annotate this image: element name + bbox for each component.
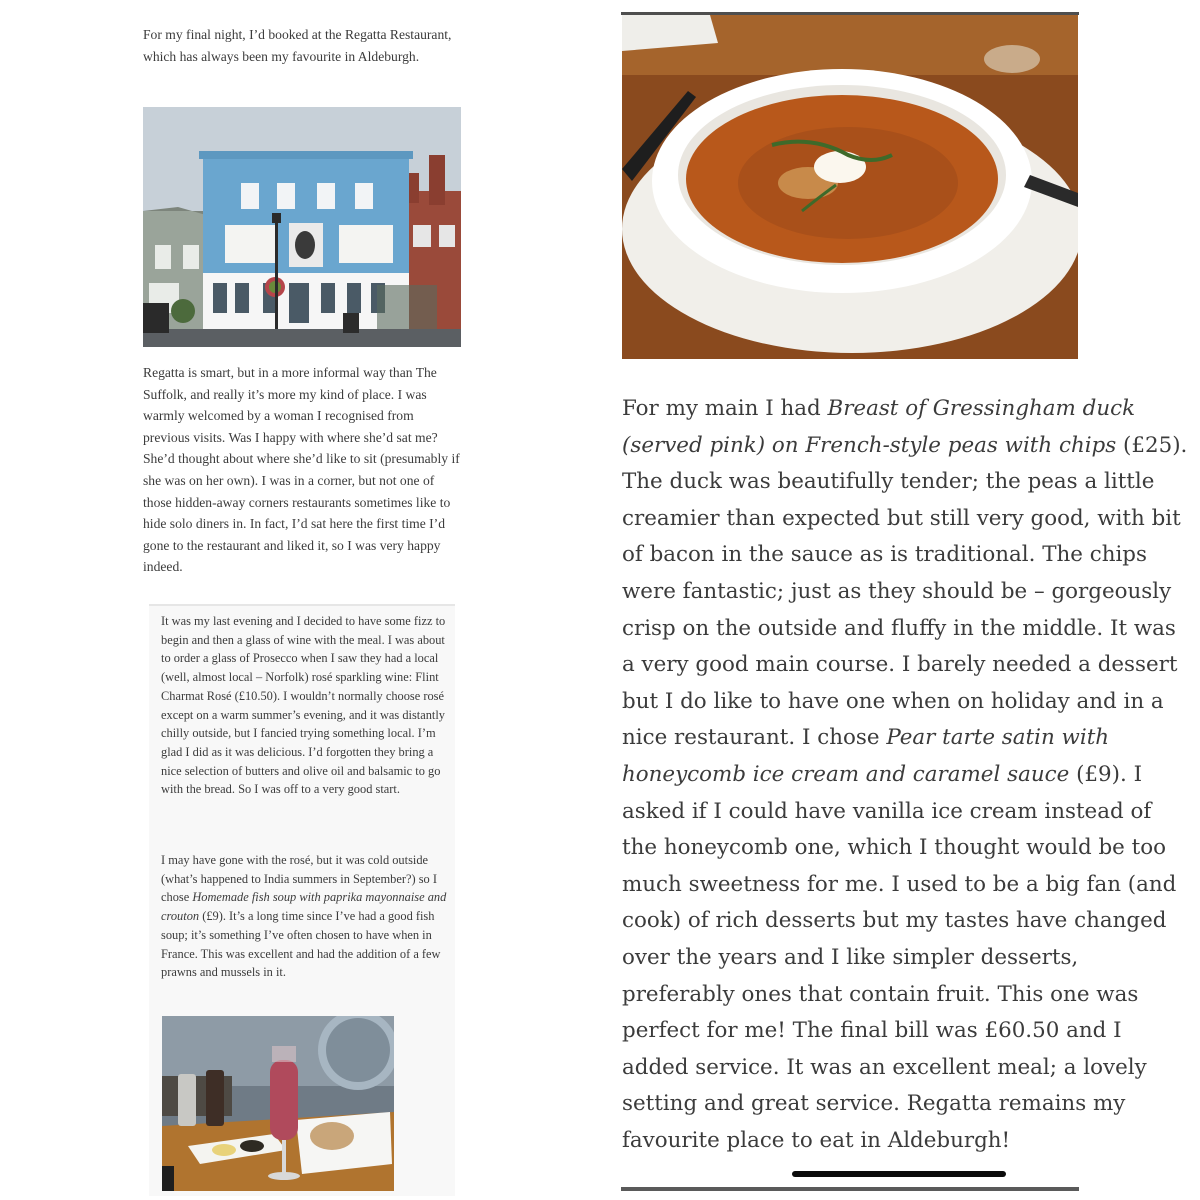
main-dish-name: Breast of Gressingham duck (served pink) on French-style peas with chips [622, 396, 1136, 458]
fish-soup-text-before: I may have gone with the rosé, but it was cold outside (what’s happened to India summers in September?) so I chose [161, 853, 437, 905]
regatta-paragraph: Regatta is smart, but in a more informal way than The Suffolk, and really it’s more my kind of place. I was warmly welcomed by a woman I recognised from previous visits. Was I happy with where she’d sat me? She’d thought about where she’d like to sit (presumably if she was on her own). I was in a corner, but not one of those hidden-away corners restaurants sometimes like to hide solo diners in. In fact, I’d sat here the first time I’d gone to the restaurant and liked it, so I was very happy indeed. [143, 365, 460, 575]
wine-and-bread-illustration [162, 1016, 394, 1191]
main-text-intro: For my main I had [622, 396, 828, 421]
fish-soup-text-after: (£9). It’s a long time since I’ve had a good fish soup; it’s something I’ve often chosen to have when in France. This was excellent and had the addition of a few prawns and mussels in it. [161, 909, 441, 980]
main-course-paragraph [622, 391, 1188, 1159]
right-article-screenshot [604, 0, 1200, 1200]
main-text-ending: (£9). I asked if I could have vanilla ice cream instead of the honeycomb one, which I thought would be too much sweetness for me. I used to be a big fan (and cook) of rich desserts but my tastes have changed over the years and I like simpler desserts, preferably ones that contain fruit. This one was perfect for me! The final bill was £60.50 and I added service. It was an excellent meal; a lovely setting and great service. Regatta remains my favourite place to eat in Aldeburgh! [622, 761, 1177, 1153]
main-text-body: (£25). The duck was beautifully tender; the peas a little creamier than expected but still very good, with bit of bacon in the sauce as is traditional. The chips were fantastic; just as they should be – gorgeously crisp on the outside and fluffy in the middle. It was a very good main course. I barely needed a dessert but I do like to have one when on holiday and in a nice restaurant. I chose [622, 432, 1188, 751]
intro-paragraph: For my final night, I’d booked at the Regatta Restaurant, which has always been my favourite in Aldeburgh. [143, 27, 452, 64]
fish-soup-paragraph [161, 851, 453, 982]
rose-wine-photo [162, 1016, 394, 1191]
dessert-dish-name: Pear tarte satin with honeycomb ice cream and caramel sauce [622, 725, 1110, 787]
bottom-divider [621, 1187, 1079, 1191]
fish-soup-illustration [622, 15, 1078, 359]
regatta-restaurant-photo [143, 107, 461, 347]
fish-soup-dish-name: Homemade fish soup with paprika mayonnaise and crouton [161, 890, 447, 924]
fish-soup-photo [622, 15, 1078, 359]
restaurant-building-illustration [143, 107, 461, 347]
wine-paragraph: It was my last evening and I decided to have some fizz to begin and then a glass of wine with the meal. I was about to order a glass of Prosecco when I saw they had a local (well, almost local – Norfolk) rosé sparkling wine: Flint Charmat Rosé (£10.50). I wouldn’t normally choose rosé except on a warm summer’s evening, and it was distantly chilly outside, but I fancied trying something local. I’m glad I did as it was delicious. I’d forgotten they bring a nice selection of butters and olive oil and balsamic to go with the bread. So I was off to a very good start. [161, 614, 446, 797]
home-indicator-bar[interactable] [792, 1171, 1006, 1177]
left-article-screenshot [0, 0, 596, 1200]
